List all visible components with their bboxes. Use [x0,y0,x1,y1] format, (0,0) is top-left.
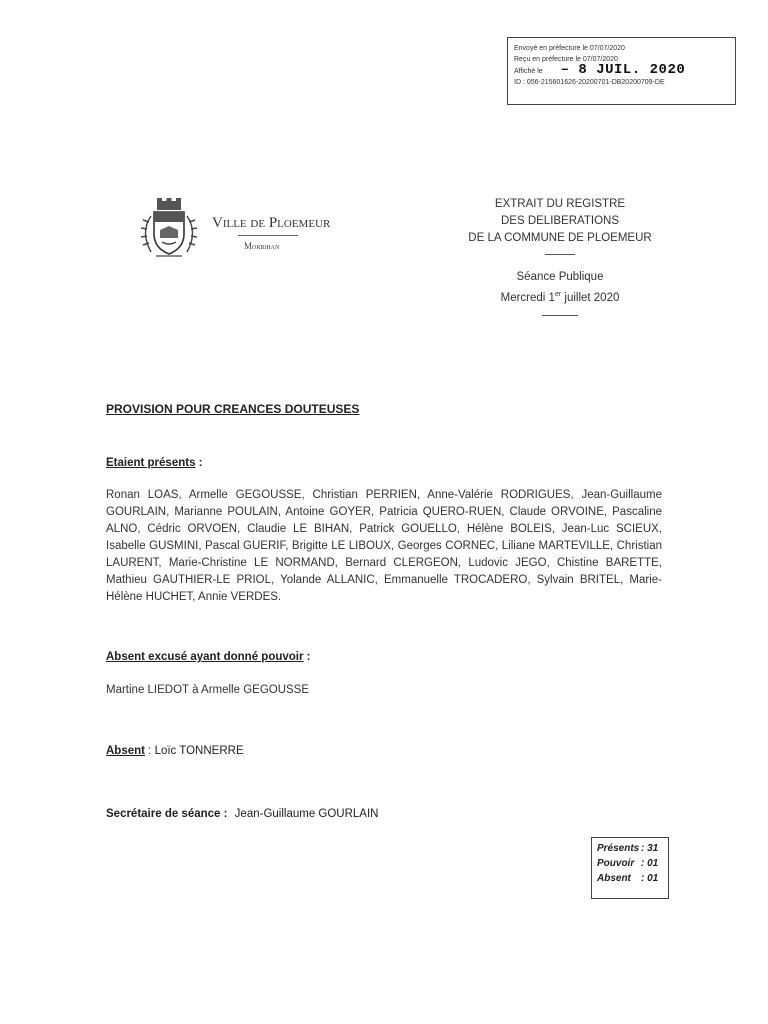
present-label: Etaient présents [106,457,196,469]
registry-line-2: DES DELIBERATIONS [500,215,619,227]
count-row-absent: Absent : 01 [597,873,659,884]
session-divider [542,315,578,316]
town-name: Ville de Ploemeur [212,215,331,231]
attendance-counts-box [591,837,669,899]
present-label-row: Etaient présents : [106,457,203,469]
count-row-proxy: Pouvoir : 01 [597,858,659,869]
stamp-posted-label: Affiché le [514,68,543,75]
registry-line-1: EXTRAIT DU REGISTRE [494,198,626,210]
proxy-detail: Martine LIEDOT à Armelle GEGOUSSE [106,684,310,696]
registry-line-3: DE LA COMMUNE DE PLOEMEUR [468,232,652,244]
stamp-sent: Envoyé en préfecture le 07/07/2020 [514,45,625,52]
stamp-id: ID : 056-215601626-20200701-DB20200709-DE [514,79,665,86]
count-row-present: Présents : 31 [597,843,659,854]
secretary-label: Secrétaire de séance : [106,808,228,820]
logo-divider [238,235,298,236]
coat-of-arms-icon [136,198,202,262]
stamp-posted-date: – 8 JUIL. 2020 [560,62,686,78]
session-date: Mercredi 1er juillet 2020 [500,291,620,304]
stamp-received: Reçu en préfecture le 07/07/2020 [514,56,618,63]
town-logo [136,198,346,262]
stamp-posted-row [514,62,729,78]
present-names: Ronan LOAS, Armelle GEGOUSSE, Christian PERRIEN, Anne-Valérie RODRIGUES, Jean-Guillaume GOURLAIN, Marianne POULAIN, Antoine GOYER, Patricia QUERO-RUEN, Claude ORVOINE, Pascaline ALNO, Cédric ORVOEN, Claudie LE BIHAN, Patrick GOUELLO, Hélène BOLEIS, Jean-Luc SCIEUX, Isabelle GUSMINI, Pascal GUERIF, Brigitte LE LIBOUX, Georges CORNEC, Liliane MARTEVILLE, Christian LAURENT, Marie-Christine LE NORMAND, Bernard CLERGEON, Ludovic JEGO, Chistine BARETTE, Mathieu GAUTHIER-LE PRIOL, Yolande ALLANIC, Emmanuelle TROCADERO, Sylvain BRITEL, Marie-Hélène HUCHET, Annie VERDES. [106,489,662,603]
prefecture-stamp [507,37,736,105]
department-name: Morbihan [244,241,280,251]
proxy-label-row: Absent excusé ayant donné pouvoir : [106,651,311,663]
deliberation-title: PROVISION POUR CREANCES DOUTEUSES [106,402,360,416]
proxy-label: Absent excusé ayant donné pouvoir [106,651,304,663]
absent-row [106,745,244,757]
session-type: Séance Publique [516,271,604,283]
registry-divider [545,254,575,255]
registry-header [460,196,660,316]
absent-value: : Loïc TONNERRE [144,745,244,757]
secretary-row [106,808,378,820]
absent-label: Absent [106,745,145,757]
secretary-value: Jean-Guillaume GOURLAIN [234,808,379,820]
